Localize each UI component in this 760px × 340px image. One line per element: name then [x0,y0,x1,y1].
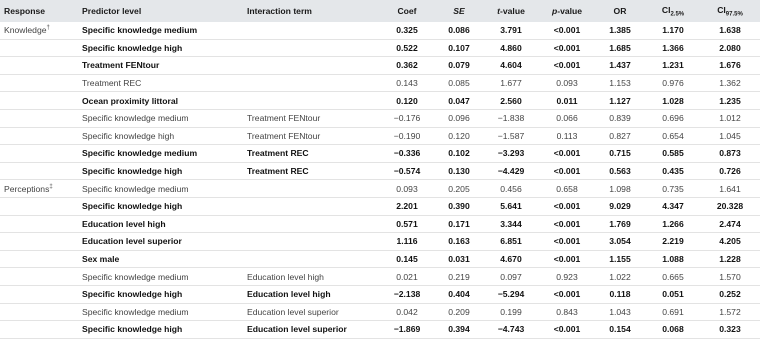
table-row [0,127,760,145]
coef-cell: −1.869 [378,321,436,339]
table-row [0,233,760,251]
table-row [0,22,760,39]
ci-low-cell: 1.231 [646,57,700,75]
p-value-cell: <0.001 [540,162,594,180]
response-cell [0,268,78,286]
p-value-cell: 0.113 [540,127,594,145]
ci-high-cell: 20.328 [700,197,760,215]
table-row [0,215,760,233]
or-cell: 1.098 [594,180,646,198]
t-value-cell: 3.344 [482,215,540,233]
interaction-cell: Education level high [243,268,378,286]
predictor-cell: Specific knowledge medium [78,22,243,39]
interaction-cell [243,74,378,92]
predictor-cell: Specific knowledge high [78,162,243,180]
table-row [0,303,760,321]
ci-high-cell: 4.205 [700,233,760,251]
table-row [0,180,760,198]
ci-high-cell: 1.638 [700,22,760,39]
t-value-cell: 0.199 [482,303,540,321]
ci-high-cell: 1.228 [700,250,760,268]
t-value-cell: 4.604 [482,57,540,75]
ci-low-cell: 1.088 [646,250,700,268]
header-t-value: t-value [482,0,540,22]
se-cell: 0.047 [436,92,482,110]
se-cell: 0.163 [436,233,482,251]
t-value-cell: −5.294 [482,285,540,303]
se-cell: 0.102 [436,145,482,163]
p-value-cell: 0.011 [540,92,594,110]
or-cell: 1.127 [594,92,646,110]
ci-high-cell: 1.676 [700,57,760,75]
p-value-cell: <0.001 [540,233,594,251]
or-cell: 1.437 [594,57,646,75]
response-cell: Perceptions‡ [0,180,78,198]
p-value-cell: 0.658 [540,180,594,198]
response-cell [0,285,78,303]
predictor-cell: Specific knowledge high [78,197,243,215]
interaction-cell: Education level high [243,285,378,303]
t-value-cell: −4.429 [482,162,540,180]
coef-cell: 0.362 [378,57,436,75]
predictor-cell: Sex male [78,250,243,268]
or-cell: 0.715 [594,145,646,163]
ci-high-cell: 1.570 [700,268,760,286]
p-value-cell: 0.066 [540,109,594,127]
t-value-cell: 4.670 [482,250,540,268]
interaction-cell [243,39,378,57]
interaction-cell: Treatment REC [243,162,378,180]
t-value-cell: −3.293 [482,145,540,163]
p-value-cell: <0.001 [540,215,594,233]
t-value-cell: 6.851 [482,233,540,251]
ci-high-cell: 0.726 [700,162,760,180]
p-value-cell: <0.001 [540,321,594,339]
se-cell: 0.096 [436,109,482,127]
or-cell: 9.029 [594,197,646,215]
coef-cell: 0.143 [378,74,436,92]
header-or: OR [594,0,646,22]
coef-cell: −0.176 [378,109,436,127]
response-cell [0,109,78,127]
header-predictor: Predictor level [78,0,243,22]
coef-cell: 0.522 [378,39,436,57]
predictor-cell: Ocean proximity littoral [78,92,243,110]
se-cell: 0.394 [436,321,482,339]
ci-low-cell: 0.585 [646,145,700,163]
interaction-cell [243,250,378,268]
ci-low-cell: 0.976 [646,74,700,92]
ci-low-cell: 0.696 [646,109,700,127]
ci-high-cell: 1.572 [700,303,760,321]
se-cell: 0.205 [436,180,482,198]
coef-cell: 0.120 [378,92,436,110]
or-cell: 0.154 [594,321,646,339]
interaction-cell [243,22,378,39]
p-value-cell: <0.001 [540,285,594,303]
t-value-cell: −1.838 [482,109,540,127]
or-cell: 1.155 [594,250,646,268]
coef-cell: 0.145 [378,250,436,268]
interaction-cell [243,92,378,110]
interaction-cell: Treatment FENtour [243,109,378,127]
ci-low-cell: 1.028 [646,92,700,110]
response-cell [0,162,78,180]
interaction-cell: Education level superior [243,321,378,339]
header-ci-high: $CI_{97.5\%}$ [700,0,760,22]
coef-cell: −2.138 [378,285,436,303]
p-value-cell: <0.001 [540,250,594,268]
interaction-cell [243,57,378,75]
ci-high-cell: 1.235 [700,92,760,110]
ci-low-cell: 0.435 [646,162,700,180]
header-coef: Coef [378,0,436,22]
response-cell [0,215,78,233]
t-value-cell: 1.677 [482,74,540,92]
se-cell: 0.209 [436,303,482,321]
ci-low-cell: 2.219 [646,233,700,251]
se-cell: 0.085 [436,74,482,92]
or-cell: 3.054 [594,233,646,251]
header-p-value: p-value [540,0,594,22]
header-se: SE [436,0,482,22]
ci-high-cell: 0.873 [700,145,760,163]
ci-low-cell: 0.068 [646,321,700,339]
header-row [0,0,760,22]
t-value-cell: 4.860 [482,39,540,57]
t-value-cell: 0.097 [482,268,540,286]
or-cell: 0.563 [594,162,646,180]
interaction-cell [243,180,378,198]
table-row [0,145,760,163]
response-cell [0,145,78,163]
table-row [0,321,760,339]
ci-low-cell: 0.691 [646,303,700,321]
coef-cell: −0.336 [378,145,436,163]
ci-low-cell: 0.654 [646,127,700,145]
se-cell: 0.120 [436,127,482,145]
coef-cell: 0.571 [378,215,436,233]
predictor-cell: Specific knowledge medium [78,268,243,286]
predictor-cell: Specific knowledge high [78,321,243,339]
ci-high-cell: 1.641 [700,180,760,198]
table-row [0,268,760,286]
response-cell [0,92,78,110]
response-cell [0,233,78,251]
or-cell: 0.827 [594,127,646,145]
se-cell: 0.079 [436,57,482,75]
coef-cell: 0.021 [378,268,436,286]
ci-high-cell: 1.045 [700,127,760,145]
or-cell: 0.839 [594,109,646,127]
interaction-cell [243,233,378,251]
table-row [0,197,760,215]
or-cell: 1.153 [594,74,646,92]
p-value-cell: 0.843 [540,303,594,321]
response-cell [0,74,78,92]
ci-low-cell: 1.170 [646,22,700,39]
predictor-cell: Specific knowledge medium [78,180,243,198]
se-cell: 0.031 [436,250,482,268]
header-ci-low: $CI_{2.5\%}$ [646,0,700,22]
response-cell [0,57,78,75]
predictor-cell: Education level superior [78,233,243,251]
table-row [0,92,760,110]
ci-high-cell: 1.362 [700,74,760,92]
response-cell: Knowledge† [0,22,78,39]
ci-low-cell: 0.051 [646,285,700,303]
predictor-cell: Treatment REC [78,74,243,92]
table-body [0,22,760,338]
header-interaction: Interaction term [243,0,378,22]
p-value-cell: <0.001 [540,39,594,57]
t-value-cell: 0.456 [482,180,540,198]
interaction-cell: Education level superior [243,303,378,321]
se-cell: 0.390 [436,197,482,215]
coef-cell: 0.042 [378,303,436,321]
table-row [0,285,760,303]
p-value-cell: 0.923 [540,268,594,286]
table-row [0,74,760,92]
ci-high-cell: 0.323 [700,321,760,339]
predictor-cell: Specific knowledge high [78,39,243,57]
p-value-cell: <0.001 [540,57,594,75]
se-cell: 0.404 [436,285,482,303]
coef-cell: −0.574 [378,162,436,180]
ci-high-cell: 2.080 [700,39,760,57]
se-cell: 0.219 [436,268,482,286]
predictor-cell: Specific knowledge medium [78,145,243,163]
or-cell: 1.385 [594,22,646,39]
t-value-cell: 3.791 [482,22,540,39]
ci-high-cell: 0.252 [700,285,760,303]
or-cell: 1.043 [594,303,646,321]
p-value-cell: 0.093 [540,74,594,92]
ci-low-cell: 1.266 [646,215,700,233]
predictor-cell: Treatment FENtour [78,57,243,75]
coef-cell: −0.190 [378,127,436,145]
t-value-cell: 5.641 [482,197,540,215]
response-cell [0,197,78,215]
table-row [0,162,760,180]
response-cell [0,127,78,145]
t-value-cell: −4.743 [482,321,540,339]
p-value-cell: <0.001 [540,22,594,39]
header-response: Response [0,0,78,22]
or-cell: 1.769 [594,215,646,233]
ci-low-cell: 0.735 [646,180,700,198]
predictor-cell: Specific knowledge medium [78,303,243,321]
ci-low-cell: 0.665 [646,268,700,286]
interaction-cell [243,215,378,233]
se-cell: 0.171 [436,215,482,233]
coef-cell: 2.201 [378,197,436,215]
interaction-cell: Treatment FENtour [243,127,378,145]
table-row [0,109,760,127]
predictor-cell: Specific knowledge medium [78,109,243,127]
ci-low-cell: 1.366 [646,39,700,57]
ci-low-cell: 4.347 [646,197,700,215]
p-value-cell: <0.001 [540,197,594,215]
ci-high-cell: 1.012 [700,109,760,127]
predictor-cell: Specific knowledge high [78,285,243,303]
response-cell [0,321,78,339]
response-cell [0,250,78,268]
response-cell [0,303,78,321]
or-cell: 1.685 [594,39,646,57]
t-value-cell: 2.560 [482,92,540,110]
coef-cell: 0.325 [378,22,436,39]
interaction-cell [243,197,378,215]
predictor-cell: Specific knowledge high [78,127,243,145]
ci-high-cell: 2.474 [700,215,760,233]
table-row [0,250,760,268]
se-cell: 0.130 [436,162,482,180]
response-cell [0,39,78,57]
or-cell: 1.022 [594,268,646,286]
table-row [0,57,760,75]
table-row [0,39,760,57]
t-value-cell: −1.587 [482,127,540,145]
p-value-cell: <0.001 [540,145,594,163]
coef-cell: 1.116 [378,233,436,251]
interaction-cell: Treatment REC [243,145,378,163]
se-cell: 0.107 [436,39,482,57]
se-cell: 0.086 [436,22,482,39]
coef-cell: 0.093 [378,180,436,198]
or-cell: 0.118 [594,285,646,303]
predictor-cell: Education level high [78,215,243,233]
